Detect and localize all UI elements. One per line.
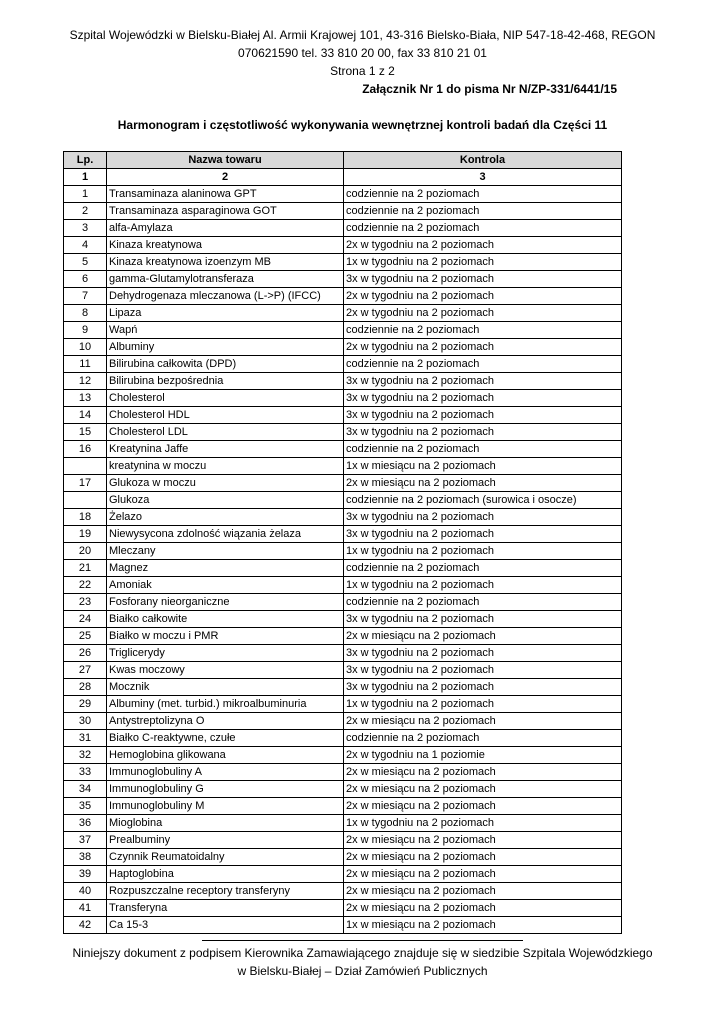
row-lp: 37 <box>64 832 107 849</box>
row-lp: 3 <box>64 220 107 237</box>
row-product-name: Dehydrogenaza mleczanowa (L->P) (IFCC) <box>107 288 344 305</box>
row-control: codziennie na 2 poziomach <box>344 441 622 458</box>
row-control: 2x w tygodniu na 2 poziomach <box>344 305 622 322</box>
column-number: 3 <box>344 169 622 186</box>
row-lp <box>64 458 107 475</box>
row-control: 3x w tygodniu na 2 poziomach <box>344 424 622 441</box>
table-row <box>64 322 622 339</box>
header-lp: Lp. <box>64 152 107 169</box>
row-lp: 8 <box>64 305 107 322</box>
row-product-name: Immunoglobuliny G <box>107 781 344 798</box>
row-product-name: Transaminaza alaninowa GPT <box>107 186 344 203</box>
row-product-name: Albuminy <box>107 339 344 356</box>
table-row <box>64 458 622 475</box>
row-control: codziennie na 2 poziomach (surowica i osocze) <box>344 492 622 509</box>
footer-divider <box>202 940 523 941</box>
row-control: codziennie na 2 poziomach <box>344 594 622 611</box>
table-row <box>64 441 622 458</box>
row-control: 3x w tygodniu na 2 poziomach <box>344 679 622 696</box>
row-product-name: Kwas moczowy <box>107 662 344 679</box>
table-row <box>64 475 622 492</box>
row-lp: 7 <box>64 288 107 305</box>
row-product-name: Białko C-reaktywne, czułe <box>107 730 344 747</box>
row-lp: 32 <box>64 747 107 764</box>
row-control: 2x w tygodniu na 1 poziomie <box>344 747 622 764</box>
table-body <box>64 186 622 934</box>
row-control: 2x w tygodniu na 2 poziomach <box>344 237 622 254</box>
table-row <box>64 662 622 679</box>
row-product-name: Czynnik Reumatoidalny <box>107 849 344 866</box>
row-control: 2x w tygodniu na 2 poziomach <box>344 288 622 305</box>
row-product-name: Glukoza w moczu <box>107 475 344 492</box>
row-control: 3x w tygodniu na 2 poziomach <box>344 611 622 628</box>
row-product-name: Białko w moczu i PMR <box>107 628 344 645</box>
row-control: 3x w tygodniu na 2 poziomach <box>344 271 622 288</box>
row-lp: 15 <box>64 424 107 441</box>
row-lp: 13 <box>64 390 107 407</box>
row-product-name: Cholesterol LDL <box>107 424 344 441</box>
row-control: 2x w miesiącu na 2 poziomach <box>344 883 622 900</box>
table-row <box>64 254 622 271</box>
footer-line: w Bielsku-Białej – Dział Zamówień Publicznych <box>237 964 488 978</box>
table-row <box>64 594 622 611</box>
row-control: 2x w miesiącu na 2 poziomach <box>344 475 622 492</box>
table-row <box>64 509 622 526</box>
table-row <box>64 798 622 815</box>
row-lp: 35 <box>64 798 107 815</box>
row-lp: 18 <box>64 509 107 526</box>
row-product-name: Transaminaza asparaginowa GOT <box>107 203 344 220</box>
table-row <box>64 577 622 594</box>
row-product-name: Immunoglobuliny A <box>107 764 344 781</box>
table-row <box>64 492 622 509</box>
row-product-name: Prealbuminy <box>107 832 344 849</box>
table-row <box>64 696 622 713</box>
row-control: 3x w tygodniu na 2 poziomach <box>344 662 622 679</box>
table-row <box>64 815 622 832</box>
row-lp: 34 <box>64 781 107 798</box>
row-product-name: Niewysycona zdolność wiązania żelaza <box>107 526 344 543</box>
document-footer <box>40 944 685 980</box>
row-control: 1x w miesiącu na 2 poziomach <box>344 458 622 475</box>
column-number: 1 <box>64 169 107 186</box>
row-control: 2x w miesiącu na 2 poziomach <box>344 798 622 815</box>
row-product-name: Haptoglobina <box>107 866 344 883</box>
row-lp: 1 <box>64 186 107 203</box>
document-header <box>40 26 685 80</box>
row-product-name: Rozpuszczalne receptory transferyny <box>107 883 344 900</box>
table-row <box>64 917 622 934</box>
row-control: 1x w tygodniu na 2 poziomach <box>344 815 622 832</box>
row-product-name: Mleczany <box>107 543 344 560</box>
row-control: 2x w tygodniu na 2 poziomach <box>344 339 622 356</box>
row-control: 2x w miesiącu na 2 poziomach <box>344 849 622 866</box>
row-lp: 17 <box>64 475 107 492</box>
row-control: 2x w miesiącu na 2 poziomach <box>344 866 622 883</box>
row-lp: 6 <box>64 271 107 288</box>
table-row <box>64 764 622 781</box>
row-control: 3x w tygodniu na 2 poziomach <box>344 509 622 526</box>
header-contact-line: 070621590 tel. 33 810 20 00, fax 33 810 21 01 <box>238 46 487 60</box>
row-control: 2x w miesiącu na 2 poziomach <box>344 781 622 798</box>
table-row <box>64 186 622 203</box>
table-row <box>64 679 622 696</box>
row-product-name: Triglicerydy <box>107 645 344 662</box>
row-product-name: Transferyna <box>107 900 344 917</box>
row-control: codziennie na 2 poziomach <box>344 560 622 577</box>
row-product-name: Żelazo <box>107 509 344 526</box>
row-lp: 30 <box>64 713 107 730</box>
row-lp: 36 <box>64 815 107 832</box>
row-control: 3x w tygodniu na 2 poziomach <box>344 645 622 662</box>
row-product-name: Ca 15-3 <box>107 917 344 934</box>
row-control: codziennie na 2 poziomach <box>344 203 622 220</box>
row-product-name: Antystreptolizyna O <box>107 713 344 730</box>
table-row <box>64 560 622 577</box>
row-lp: 9 <box>64 322 107 339</box>
attachment-reference: Załącznik Nr 1 do pisma Nr N/ZP-331/6441/15 <box>362 82 617 96</box>
row-lp: 4 <box>64 237 107 254</box>
row-lp: 11 <box>64 356 107 373</box>
column-number: 2 <box>107 169 344 186</box>
row-product-name: kreatynina w moczu <box>107 458 344 475</box>
row-lp: 38 <box>64 849 107 866</box>
row-product-name: Kinaza kreatynowa izoenzym MB <box>107 254 344 271</box>
table-row <box>64 730 622 747</box>
row-control: 1x w tygodniu na 2 poziomach <box>344 254 622 271</box>
row-control: 1x w tygodniu na 2 poziomach <box>344 543 622 560</box>
row-lp: 19 <box>64 526 107 543</box>
row-lp: 29 <box>64 696 107 713</box>
table-row <box>64 305 622 322</box>
row-product-name: alfa-Amylaza <box>107 220 344 237</box>
row-lp: 5 <box>64 254 107 271</box>
table-row <box>64 220 622 237</box>
row-lp: 14 <box>64 407 107 424</box>
table-row <box>64 526 622 543</box>
table-row <box>64 900 622 917</box>
footer-line: Niniejszy dokument z podpisem Kierownika Zamawiającego znajduje się w siedzibie Szpitala Wojewódzkiego <box>72 946 653 960</box>
row-product-name: Mocznik <box>107 679 344 696</box>
document-title: Harmonogram i częstotliwość wykonywania wewnętrznej kontroli badań dla Części 11 <box>117 118 608 132</box>
row-control: 3x w tygodniu na 2 poziomach <box>344 407 622 424</box>
row-product-name: Białko całkowite <box>107 611 344 628</box>
row-product-name: Mioglobina <box>107 815 344 832</box>
row-control: codziennie na 2 poziomach <box>344 356 622 373</box>
row-product-name: Hemoglobina glikowana <box>107 747 344 764</box>
header-address-line: Szpital Wojewódzki w Bielsku-Białej Al. Armii Krajowej 101, 43-316 Bielsko-Biała, NIP 547-18-42-468, REGON <box>69 28 656 42</box>
row-product-name: Glukoza <box>107 492 344 509</box>
row-lp: 40 <box>64 883 107 900</box>
row-lp: 22 <box>64 577 107 594</box>
table-row <box>64 866 622 883</box>
row-product-name: Immunoglobuliny M <box>107 798 344 815</box>
table-row <box>64 390 622 407</box>
table-row <box>64 832 622 849</box>
row-control: 1x w tygodniu na 2 poziomach <box>344 696 622 713</box>
table-row <box>64 747 622 764</box>
row-control: codziennie na 2 poziomach <box>344 730 622 747</box>
row-lp: 26 <box>64 645 107 662</box>
table-header-row <box>64 152 622 169</box>
row-lp: 31 <box>64 730 107 747</box>
header-control: Kontrola <box>344 152 622 169</box>
row-product-name: Albuminy (met. turbid.) mikroalbuminuria <box>107 696 344 713</box>
row-lp: 20 <box>64 543 107 560</box>
row-lp: 27 <box>64 662 107 679</box>
table-row <box>64 424 622 441</box>
row-control: 2x w miesiącu na 2 poziomach <box>344 713 622 730</box>
row-product-name: Fosforany nieorganiczne <box>107 594 344 611</box>
row-lp: 33 <box>64 764 107 781</box>
table-row <box>64 543 622 560</box>
table-row <box>64 781 622 798</box>
column-number-row <box>64 169 622 186</box>
row-lp: 2 <box>64 203 107 220</box>
row-product-name: Cholesterol HDL <box>107 407 344 424</box>
table-row <box>64 373 622 390</box>
row-lp: 41 <box>64 900 107 917</box>
header-product-name: Nazwa towaru <box>107 152 344 169</box>
table-row <box>64 203 622 220</box>
row-control: codziennie na 2 poziomach <box>344 186 622 203</box>
row-lp: 10 <box>64 339 107 356</box>
table-row <box>64 849 622 866</box>
row-control: 2x w miesiącu na 2 poziomach <box>344 832 622 849</box>
row-lp: 16 <box>64 441 107 458</box>
row-product-name: Amoniak <box>107 577 344 594</box>
row-product-name: Kinaza kreatynowa <box>107 237 344 254</box>
row-control: 2x w miesiącu na 2 poziomach <box>344 764 622 781</box>
table-row <box>64 288 622 305</box>
row-control: 3x w tygodniu na 2 poziomach <box>344 373 622 390</box>
row-lp <box>64 492 107 509</box>
row-lp: 42 <box>64 917 107 934</box>
table-row <box>64 356 622 373</box>
row-control: 1x w tygodniu na 2 poziomach <box>344 577 622 594</box>
row-product-name: gamma-Glutamylotransferaza <box>107 271 344 288</box>
row-control: codziennie na 2 poziomach <box>344 322 622 339</box>
row-lp: 24 <box>64 611 107 628</box>
row-lp: 12 <box>64 373 107 390</box>
page-number: Strona 1 z 2 <box>330 64 395 78</box>
row-control: 2x w miesiącu na 2 poziomach <box>344 628 622 645</box>
row-control: codziennie na 2 poziomach <box>344 220 622 237</box>
row-product-name: Cholesterol <box>107 390 344 407</box>
row-lp: 28 <box>64 679 107 696</box>
table-row <box>64 237 622 254</box>
row-control: 2x w miesiącu na 2 poziomach <box>344 900 622 917</box>
table-row <box>64 407 622 424</box>
row-control: 1x w miesiącu na 2 poziomach <box>344 917 622 934</box>
table-row <box>64 339 622 356</box>
row-product-name: Bilirubina całkowita (DPD) <box>107 356 344 373</box>
table-row <box>64 713 622 730</box>
table-row <box>64 883 622 900</box>
row-product-name: Bilirubina bezpośrednia <box>107 373 344 390</box>
row-lp: 25 <box>64 628 107 645</box>
row-product-name: Magnez <box>107 560 344 577</box>
row-control: 3x w tygodniu na 2 poziomach <box>344 390 622 407</box>
row-product-name: Lipaza <box>107 305 344 322</box>
row-product-name: Wapń <box>107 322 344 339</box>
table-row <box>64 628 622 645</box>
row-lp: 39 <box>64 866 107 883</box>
table-row <box>64 611 622 628</box>
table-row <box>64 271 622 288</box>
row-lp: 21 <box>64 560 107 577</box>
table-row <box>64 645 622 662</box>
row-control: 3x w tygodniu na 2 poziomach <box>344 526 622 543</box>
control-schedule-table <box>63 151 622 934</box>
row-lp: 23 <box>64 594 107 611</box>
row-product-name: Kreatynina Jaffe <box>107 441 344 458</box>
